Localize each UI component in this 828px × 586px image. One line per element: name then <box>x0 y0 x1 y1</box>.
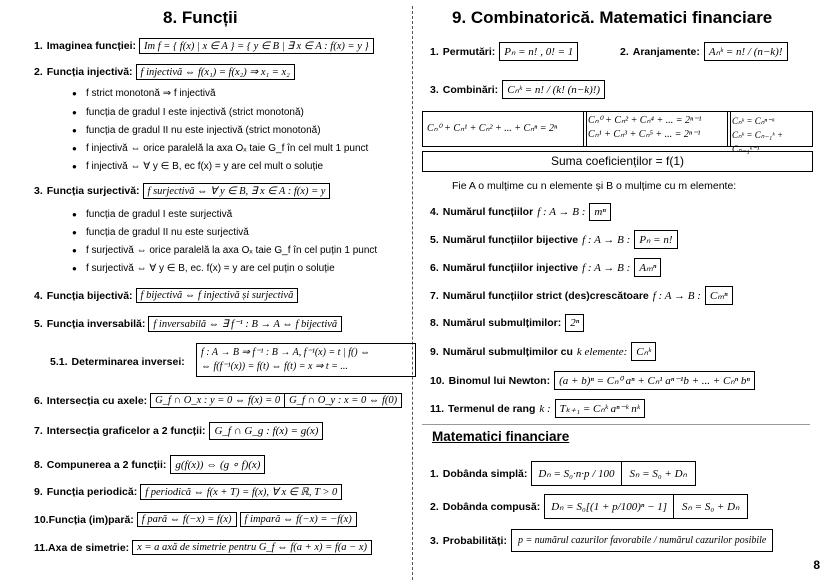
injective-bullet: ● f strict monotonă ⇒ f injectivă <box>86 88 216 99</box>
item-periodic: 9. Funcția periodică: f periodică ⇔ f(x + T) = f(x), ∀ x ∈ ℝ, T > 0 <box>34 484 342 500</box>
finance-title: Matematici financiare <box>432 429 570 444</box>
oy-intersection-formula: G_f ∩ O_y : x = 0 ⇔ f(0) <box>285 393 402 408</box>
item-permutations: 1. Permutări: Pₙ = n! , 0! = 1 <box>430 42 578 61</box>
bijective-formula: f bijectivă ⇔ f injectivă și surjectivă <box>136 288 299 303</box>
invertible-formula: f inversabilă ⇔ ∃ f⁻¹ : B → A ⇔ f bijectivă <box>148 316 342 332</box>
item-general-term: 11. Termenul de rang k : Tₖ₊₁ = Cₙᵏ aⁿ⁻ᵏ nᵏ <box>430 399 645 418</box>
even-formula: f pară ⇔ f(−x) = f(x) <box>137 512 237 527</box>
injective-bullet: ● f injectivă ⇔ ∀ y ∈ B, ec f(x) = y are cel mult o soluție <box>86 161 323 172</box>
item-newton-binomial: 10. Binomul lui Newton: (a + b)ⁿ = Cₙ⁰ aⁿ + Cₙ¹ aⁿ⁻¹b + ... + Cₙⁿ bⁿ <box>430 371 755 390</box>
injective-bullet: ● funcția de gradul I este injectivă (strict monotonă) <box>86 107 304 118</box>
item-parity: 10. Funcția (im)pară: f pară ⇔ f(−x) = f(x) f impară ⇔ f(−x) = −f(x) <box>34 512 357 527</box>
item-combinations: 3. Combinări: Cₙᵏ = n! / (k! (n−k)!) <box>430 80 605 99</box>
periodic-formula: f periodică ⇔ f(x + T) = f(x), ∀ x ∈ ℝ, T > 0 <box>140 484 342 500</box>
injective-bullet: ● f injectivă ⇔ orice paralelă la axa Oₓ taie G_f în cel mult 1 punct <box>86 143 368 154</box>
injective-formula: f injectivă ⇔ f(x₁) = f(x₂) ⇒ x₁ = x₂ <box>136 64 295 80</box>
sets-intro: Fie A o mulțime cu n elemente și B o mulțime cu m elemente: <box>452 180 737 192</box>
item-image: 1. Imaginea funcției: Im f = { f(x) | x ∈ A } = { y ∈ B | ∃ x ∈ A : f(x) = y } <box>34 38 374 54</box>
surjective-bullet: ● funcția de gradul II nu este surjectivă <box>86 227 249 238</box>
item-composition: 8. Compunerea a 2 funcții: g(f(x)) ⇔ (g ∘ f)(x) <box>34 455 265 474</box>
item-probability: 3. Probabilități: p = numărul cazurilor favorabile / numărul cazurilor posibile <box>430 529 773 552</box>
surjective-bullet: ● f surjectivă ⇔ ∀ y ∈ B, ec. f(x) = y are cel puțin o soluție <box>86 263 335 274</box>
item-k-subsets-count: 9. Numărul submulțimilor cu k elemente: Cₙᵏ <box>430 342 656 361</box>
page-number: 8 <box>813 558 820 572</box>
ox-intersection-formula: G_f ∩ O_x : y = 0 ⇔ f(x) = 0 <box>150 393 285 408</box>
sum-even-odd-box: Cₙ⁰ + Cₙ² + Cₙ⁴ + ... = 2ⁿ⁻¹ Cₙ¹ + Cₙ³ + Cₙ⁵ + ... = 2ⁿ⁻¹ <box>583 111 731 147</box>
symmetry-formula: x = a axă de simetrie pentru G_f ⇔ f(a + x) = f(a − x) <box>132 540 372 555</box>
item-inverse-determination: 5.1. Determinarea inversei: <box>50 356 185 368</box>
combinatorics-title: 9. Combinatorică. Matematici financiare <box>452 8 773 27</box>
permutations-formula: Pₙ = n! , 0! = 1 <box>499 42 578 61</box>
item-axes-intersection: 6. Intersecția cu axele: G_f ∩ O_x : y = 0 ⇔ f(x) = 0 G_f ∩ O_y : x = 0 ⇔ f(0) <box>34 393 402 408</box>
surjective-formula: f surjectivă ⇔ ∀ y ∈ B, ∃ x ∈ A : f(x) = y <box>143 183 331 199</box>
surjective-bullet: ● funcția de gradul I este surjectivă <box>86 209 232 220</box>
surjective-bullet: ● f surjectivă ⇔ orice paralelă la axa Oₓ taie G_f în cel puțin 1 punct <box>86 245 377 256</box>
item-injective: 2. Funcția injectivă: f injectivă ⇔ f(x₁) = f(x₂) ⇒ x₁ = x₂ <box>34 64 295 80</box>
item-arrangements: 2. Aranjamente: Aₙᵏ = n! / (n−k)! <box>620 42 788 61</box>
section-separator <box>422 424 810 425</box>
inverse-formula-box: f : A → B ⇒ f⁻¹ : B → A, f⁻¹(x) = t | f() ⇔ ⇔ f(f⁻¹(x)) = f(t) ⇔ f(t) = x ⇒ t = ... <box>196 343 416 377</box>
item-monotone-count: 7. Numărul funcțiilor strict (des)crescătoare f : A → B : Cₘⁿ <box>430 286 733 305</box>
item-surjective: 3. Funcția surjectivă: f surjectivă ⇔ ∀ y ∈ B, ∃ x ∈ A : f(x) = y <box>34 183 330 199</box>
column-divider <box>412 6 413 580</box>
odd-formula: f impară ⇔ f(−x) = −f(x) <box>240 512 357 527</box>
item-bijective: 4. Funcția bijectivă: f bijectivă ⇔ f injectivă și surjectivă <box>34 288 298 303</box>
item-compound-interest: 2. Dobânda compusă: Dₙ = S₀[(1 + p/100)ⁿ − 1] Sₙ = S₀ + Dₙ <box>430 494 748 519</box>
item-injective-count: 6. Numărul funcțiilor injective f : A → B : Aₘⁿ <box>430 258 661 277</box>
functions-title: 8. Funcții <box>163 8 238 27</box>
item-graphs-intersection: 7. Intersecția graficelor a 2 funcții: G_f ∩ G_g : f(x) = g(x) <box>34 422 323 440</box>
item-bijective-count: 5. Numărul funcțiilor bijective f : A → B : Pₙ = n! <box>430 230 678 249</box>
coefficient-sum: Suma coeficienților = f(1) <box>422 151 813 172</box>
arrangements-formula: Aₙᵏ = n! / (n−k)! <box>704 42 788 61</box>
injective-bullet: ● funcția de gradul II nu este injectivă (strict monotonă) <box>86 125 321 136</box>
combination-identities-box: Cₙᵏ = Cₙⁿ⁻ᵏ Cₙᵏ = Cₙ₋₁ᵏ + Cₙ₋₁ᵏ⁻¹ <box>727 111 813 147</box>
item-symmetry-axis: 11. Axa de simetrie: x = a axă de simetrie pentru G_f ⇔ f(a + x) = f(a − x) <box>34 540 372 555</box>
image-formula: Im f = { f(x) | x ∈ A } = { y ∈ B | ∃ x ∈ A : f(x) = y } <box>139 38 374 54</box>
item-simple-interest: 1. Dobânda simplă: Dₙ = S₀·n·p / 100 Sₙ = S₀ + Dₙ <box>430 461 696 486</box>
graphs-intersection-formula: G_f ∩ G_g : f(x) = g(x) <box>209 422 323 440</box>
combinations-formula: Cₙᵏ = n! / (k! (n−k)!) <box>502 80 605 99</box>
composition-formula: g(f(x)) ⇔ (g ∘ f)(x) <box>170 455 265 474</box>
sum-all-combinations: Cₙ⁰ + Cₙ¹ + Cₙ² + ... + Cₙⁿ = 2ⁿ <box>422 111 587 147</box>
item-number-of-functions: 4. Numărul funcțiilor f : A → B : mⁿ <box>430 203 611 221</box>
item-invertible: 5. Funcția inversabilă: f inversabilă ⇔ ∃ f⁻¹ : B → A ⇔ f bijectivă <box>34 316 342 332</box>
item-subsets-count: 8. Numărul submulțimilor: 2ⁿ <box>430 314 584 332</box>
